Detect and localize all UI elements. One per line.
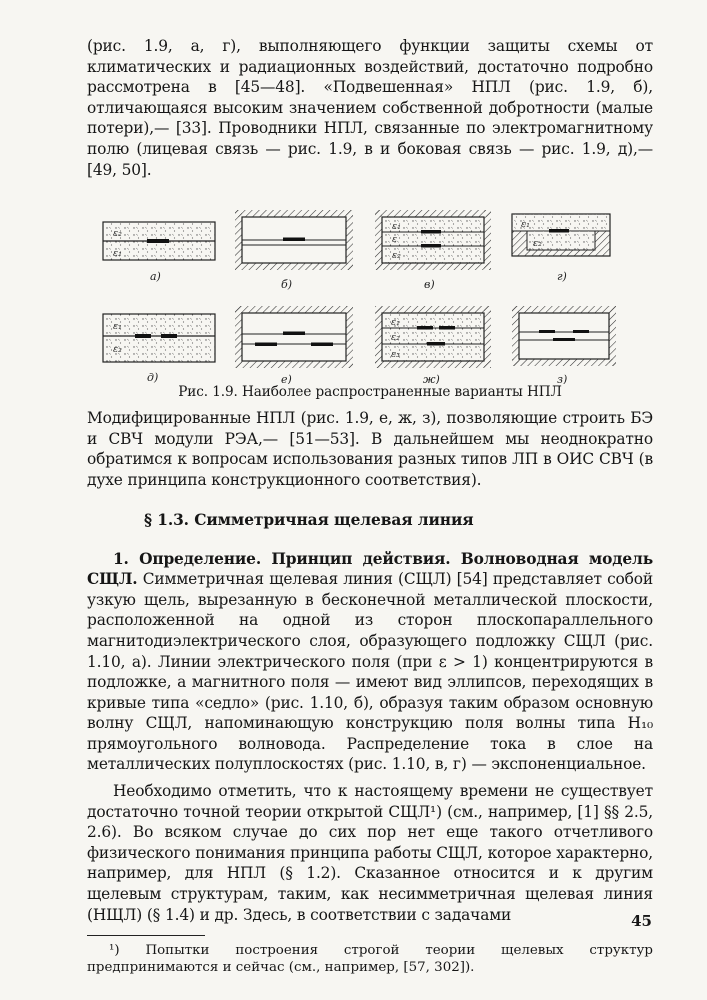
- panel-label-b: б): [281, 278, 293, 292]
- eps2-label: ε₂: [113, 228, 122, 240]
- paragraph-2: Модифицированные НПЛ (рис. 1.9, е, ж, з), позволяющие строить БЭ и СВЧ модули РЭА,— [51—53]. В дальнейшем мы неоднократно обратимся к вопросам использования разных типов ЛП в ОИС СВЧ (в духе принципа конструкционного соответствия).: [87, 409, 653, 489]
- panel-label-z: з): [557, 373, 568, 385]
- footnote: ¹) Попытки построения строгой теории щелевых структур предпринимаются и сейчас (см., например, [57, 302]).: [87, 943, 653, 976]
- footnote-rule: [87, 935, 205, 936]
- paragraph-1: (рис. 1.9, а, г), выполняющего функции защиты схемы от климатических и радиационных воздействий, достаточно подробно рассмотрена в [45—48]. «Подвешенная» НПЛ (рис. 1.9, б), отличающаяся высоким значением собственной добротности (малые потери),— [33]. Проводники НПЛ, связанные по электромагнитному полю (лицевая связь — рис. 1.9, в и боковая связь — рис. 1.9, д),— [49, 50].: [87, 37, 653, 179]
- panel-b: [235, 210, 353, 291]
- panel-g: [512, 214, 610, 283]
- page-number: 45: [631, 912, 652, 930]
- eps1-label-v: ε₁: [392, 221, 401, 233]
- panel-label-a: а): [150, 270, 161, 284]
- panel-e: [235, 306, 353, 384]
- eps1-label: ε₁: [113, 248, 122, 260]
- eps1-label-d: ε₁: [113, 321, 122, 333]
- subsection-heading: 1. Определение. Принцип действия. Волноводная модель СЩЛ.: [87, 549, 653, 589]
- panel-zh: [375, 306, 491, 384]
- page-body: [87, 36, 653, 976]
- eps2-label-g: ε₂: [533, 238, 542, 250]
- panel-z: [512, 306, 616, 384]
- panel-label-zh: ж): [423, 373, 440, 385]
- panel-label-g: г): [557, 270, 567, 284]
- panel-label-e: е): [281, 373, 292, 385]
- panel-label-d: д): [147, 371, 159, 385]
- figure-1-9: [87, 184, 653, 384]
- eps1-label-zh: ε₁: [391, 317, 400, 329]
- eps2-label-d: ε₂: [113, 344, 122, 356]
- eps2-label-v: ε₂: [392, 250, 401, 262]
- eps3-label-zh: ε₃: [391, 349, 400, 361]
- figure-caption: Рис. 1.9. Наиболее распространенные варианты НПЛ: [178, 384, 562, 401]
- paragraph-4: Необходимо отметить, что к настоящему времени не существует достаточно точной теории открытой СЩЛ¹) (см., например, [1] §§ 2.5, 2.6). Во всяком случае до сих пор нет еще такого отчетливого физического понимания принципа работы СЩЛ, которое характерно, например, для НПЛ (§ 1.2). Сказанное относится и к другим щелевым структурам, таким, как несимметричная щелевая линия (НЩЛ) (§ 1.4) и др. Здесь, в соответствии с задачами: [87, 782, 653, 924]
- paragraph-3: [87, 549, 653, 776]
- panel-d: [103, 314, 215, 384]
- panel-v: [375, 210, 491, 291]
- eps1-label-g: ε₁: [521, 219, 530, 231]
- section-title: § 1.3. Симметричная щелевая линия: [144, 510, 474, 529]
- paragraph-3-text: Симметричная щелевая линия (СЩЛ) [54] представляет собой узкую щель, вырезанную в бесконечной металлической плоскости, расположенной на одной из сторон плоскопараллельного магнитодиэлектрического слоя, образующего подложку СЩЛ (рис. 1.10, а). Линии электрического поля (при ε > 1) концентрируются в подложке, а магнитного поля — имеют вид эллипсов, переходящих в кривые типа «седло» (рис. 1.10, б), образуя таким образом основную волну СЩЛ, напоминающую конструкцию поля волны типа H₁₀ прямоугольного волновода. Распределение тока в слое на металлических полуплоскостях (рис. 1.10, в, г) — экспоненциальное.: [87, 570, 653, 774]
- eps2-label-zh: ε₂: [391, 332, 400, 344]
- panel-a: [103, 222, 215, 283]
- panel-label-v: в): [424, 278, 435, 292]
- figure-drawing: [87, 184, 653, 384]
- eps-label-v: ε: [392, 234, 398, 246]
